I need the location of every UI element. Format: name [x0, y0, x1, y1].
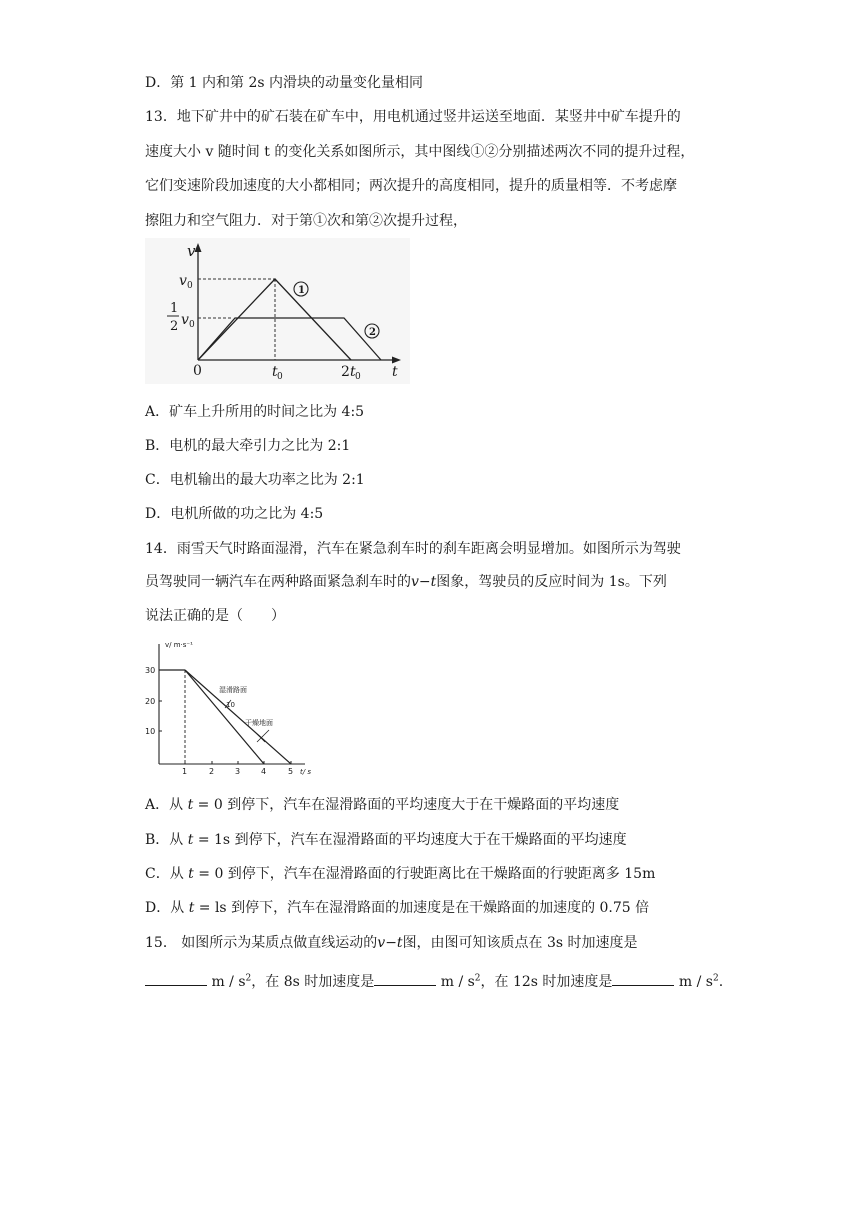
q14-option-a	[145, 794, 619, 814]
q15-unit: m / s	[678, 974, 713, 990]
q13-2t0-sub: 0	[355, 372, 361, 382]
q15-seg: ，在 12s 时加速度是	[480, 974, 613, 990]
q13-half-num: 1	[170, 301, 179, 316]
q14-option-var: t	[188, 866, 194, 882]
q15-unit: m / s	[211, 974, 246, 990]
q13-x-label: t	[392, 364, 398, 380]
q14-dry-line	[185, 670, 264, 764]
q14-x-tick: 2	[209, 767, 215, 776]
q14-option-var: t	[188, 900, 195, 916]
q15-unit-sup: 2	[245, 973, 252, 984]
q14-option-prefix: D．从	[145, 900, 189, 916]
q14-y-tick: 10	[145, 727, 156, 736]
q14-dry-label: 干燥地面	[245, 719, 273, 727]
q14-x-label: t/ s	[300, 768, 311, 776]
q14-option-eq: = 0	[193, 866, 224, 882]
q13-v0-sub: 0	[187, 281, 193, 291]
q14-stem-line-1: 14．雨雪天气时路面湿滑，汽车在紧急刹车时的刹车距离会明显增加。如图所示为驾驶	[145, 541, 681, 557]
q13-stem-line: 速度大小 v 随时间 t 的变化关系如图所示，其中图线①②分别描述两次不同的提升过程，	[145, 144, 695, 160]
q15-answer-blank-2[interactable]	[374, 973, 436, 986]
q15-unit: m / s	[440, 974, 475, 990]
q13-half-v-label: v	[181, 312, 189, 328]
q13-2t0-label: t	[350, 364, 356, 380]
q13-2t0-coef: 2	[341, 364, 350, 380]
q13-stem-line: 13．地下矿井中的矿石装在矿车中，用电机通过竖井运送至地面．某竖井中矿车提升的	[145, 109, 681, 125]
q15-answer-blank-1[interactable]	[145, 973, 207, 986]
q14-option-prefix: A．从	[145, 797, 188, 813]
q12-option-d: D．第 1 内和第 2s 内滑块的动量变化量相同	[145, 75, 424, 91]
q13-curve-2-label: 2	[369, 327, 376, 338]
q14-wet-label: 湿滑路面	[219, 686, 247, 694]
q13-v0-label: v	[179, 273, 187, 289]
q13-half-den: 2	[170, 319, 179, 334]
q14-option-text: 到停下，汽车在湿滑路面的行驶距离比在干燥路面的行驶距离多 15m	[223, 866, 656, 882]
q14-stem-var-t: t	[430, 574, 437, 590]
q14-y-label: v/ m·s⁻¹	[165, 641, 193, 649]
q14-stem-text: 员驾驶同一辆汽车在两种路面紧急刹车时的	[145, 574, 411, 590]
q13-t0-sub: 0	[277, 372, 283, 382]
q14-option-text: 到停下，汽车在湿滑路面的平均速度大于在干燥路面的平均速度	[222, 797, 620, 813]
q14-option-eq: = 1s	[193, 832, 231, 848]
q14-wet-line	[185, 670, 291, 764]
q13-stem-line: 擦阻力和空气阻力．对于第①次和第②次提升过程，	[145, 213, 467, 229]
q15-stem-minus: −	[385, 935, 397, 951]
q14-option-var: t	[187, 832, 194, 848]
q13-half-v-sub: 0	[189, 320, 195, 330]
q13-origin-label: 0	[193, 363, 202, 379]
q14-y-tick: 20	[145, 697, 156, 706]
q14-stem-line-3: 说法正确的是（ ）	[145, 608, 285, 624]
q13-t0-label: t	[272, 364, 278, 380]
q13-y-label: v	[187, 242, 196, 260]
q13-option-b: B．电机的最大牵引力之比为 2:1	[145, 438, 351, 454]
q14-x-tick: 5	[288, 767, 294, 776]
q15-stem-text: 图，由图可知该质点在 3s 时加速度是	[402, 935, 638, 951]
q14-option-var: t	[187, 797, 194, 813]
q15-stem-var-v: v	[377, 935, 386, 951]
q14-option-prefix: C．从	[145, 866, 189, 882]
q14-y-tick: 30	[145, 666, 156, 675]
q15-end: .	[718, 974, 724, 990]
q14-option-eq: = 0	[193, 797, 223, 813]
q15-stem-var-t: t	[396, 935, 403, 951]
q15-answer-blank-3[interactable]	[612, 973, 674, 986]
q15-unit-sup: 2	[712, 973, 719, 984]
q15-unit-sup: 2	[474, 973, 481, 984]
q13-option-d: D．电机所做的功之比为 4:5	[145, 506, 324, 522]
q14-stem-text: 图象，驾驶员的反应时间为 1s。下列	[436, 574, 667, 590]
q13-option-c: C．电机输出的最大功率之比为 2:1	[145, 472, 365, 488]
q13-option-a: A．矿车上升所用的时间之比为 4:5	[145, 404, 365, 420]
q14-x-tick: 3	[235, 767, 241, 776]
q13-curve-1-label: 1	[298, 285, 305, 296]
q14-stray-label: 10	[226, 701, 235, 709]
q14-stem-line-2	[145, 571, 667, 591]
q14-x-tick: 1	[182, 767, 188, 776]
q13-vt-graph	[145, 238, 410, 384]
q15-stem-line-2	[145, 971, 723, 991]
q14-vt-graph	[145, 636, 320, 778]
q14-option-eq: = ls	[194, 900, 227, 916]
q15-stem-text: 15． 如图所示为某质点做直线运动的	[145, 935, 378, 951]
q14-x-tick: 4	[261, 767, 267, 776]
q14-option-c	[145, 863, 655, 883]
q14-stem-minus: −	[418, 574, 431, 590]
q14-stem-var-v: v	[411, 574, 419, 590]
q15-stem-line-1	[145, 932, 638, 952]
q14-option-d	[145, 897, 649, 917]
q15-seg: ，在 8s 时加速度是	[251, 974, 375, 990]
q14-option-text: 到停下，汽车在湿滑路面的平均速度大于在干燥路面的平均速度	[230, 832, 627, 848]
q13-stem-line: 它们变速阶段加速度的大小都相同；两次提升的高度相同，提升的质量相等．不考虑摩	[145, 178, 677, 194]
q14-option-b	[145, 829, 627, 849]
q14-option-prefix: B．从	[145, 832, 188, 848]
q14-option-text: 到停下，汽车在湿滑路面的加速度是在干燥路面的加速度的 0.75 倍	[226, 900, 650, 916]
